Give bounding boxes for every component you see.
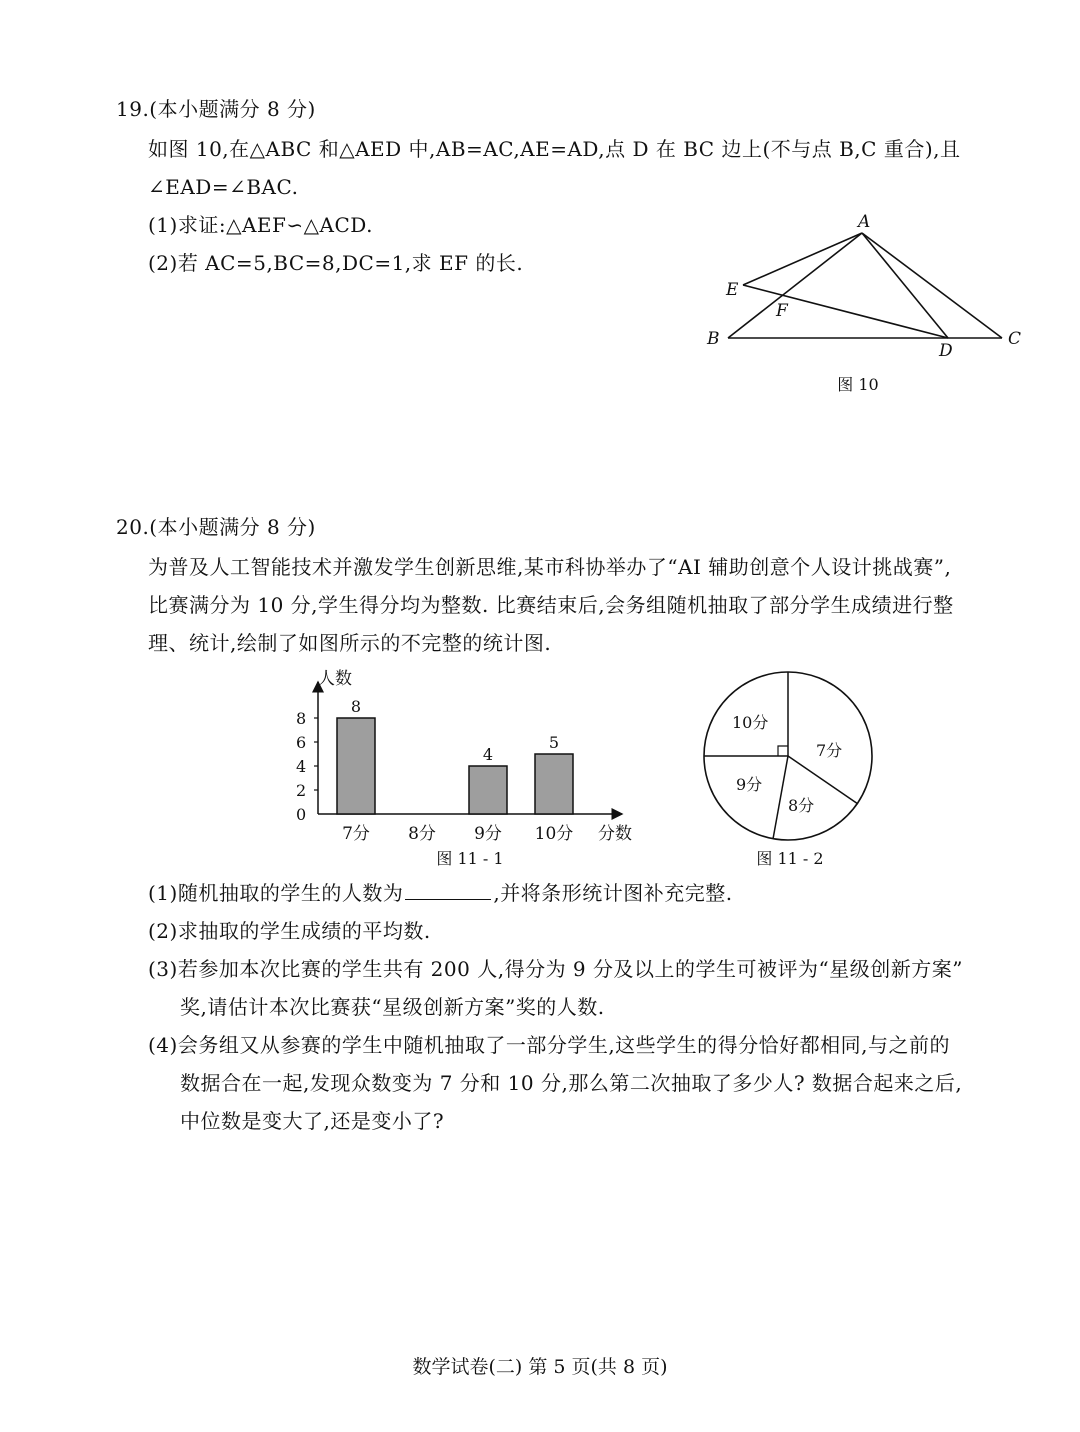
label-b: B xyxy=(707,329,720,349)
q19-part2: (2)若 AC=5,BC=8,DC=1,求 EF 的长. xyxy=(148,251,524,275)
bar-data-label: 8 xyxy=(350,697,362,716)
figure-11-1-caption: 图 11 - 1 xyxy=(436,849,504,868)
bar-data-label: 5 xyxy=(548,733,560,752)
pie-label-10: 10分 xyxy=(732,713,769,732)
x-category-label: 10分 xyxy=(534,824,574,842)
segment-ad xyxy=(862,233,948,338)
q20-part1-suffix: ,并将条形统计图补充完整. xyxy=(493,881,733,905)
pie-label-9: 9分 xyxy=(736,775,763,794)
bar-10分 xyxy=(535,754,573,814)
label-c: C xyxy=(1008,329,1022,349)
pie-divider-9-8 xyxy=(773,756,788,839)
page-footer: 数学试卷(二) 第 5 页(共 8 页) xyxy=(412,1356,668,1378)
bar-9分 xyxy=(469,766,507,814)
bar-chart-score-counts xyxy=(280,662,650,842)
q20-heading: 20.(本小题满分 8 分) xyxy=(116,515,316,539)
q20-part3-line2: 奖,请估计本次比赛获“星级创新方案”奖的人数. xyxy=(180,995,605,1019)
y-tick-label: 0 xyxy=(296,805,307,824)
q20-text-line3: 理、统计,绘制了如图所示的不完整的统计图. xyxy=(148,631,552,655)
q20-text-line2: 比赛满分为 10 分,学生得分均为整数. 比赛结束后,会务组随机抽取了部分学生成绩进行整 xyxy=(148,593,954,617)
x-category-label: 7分 xyxy=(342,824,370,842)
q19-heading: 19.(本小题满分 8 分) xyxy=(116,97,316,121)
segment-ac xyxy=(862,233,1002,338)
q20-part4-line3: 中位数是变大了,还是变小了? xyxy=(180,1109,445,1133)
x-axis-label: 分数 xyxy=(598,824,632,842)
pie-chart-score-distribution xyxy=(700,670,880,845)
q20-part4-line1: (4)会务组又从参赛的学生中随机抽取了一部分学生,这些学生的得分恰好都相同,与之前的 xyxy=(148,1033,951,1057)
x-category-label: 8分 xyxy=(408,824,436,842)
x-category-label: 9分 xyxy=(474,824,502,842)
q19-part1: (1)求证:△AEF∽△ACD. xyxy=(148,213,373,237)
pie-label-7: 7分 xyxy=(816,741,843,760)
q20-part3-line1: (3)若参加本次比赛的学生共有 200 人,得分为 9 分及以上的学生可被评为“星级创新方案” xyxy=(148,957,963,981)
pie-label-8: 8分 xyxy=(788,796,815,815)
y-tick-label: 6 xyxy=(296,733,307,752)
q20-part1 xyxy=(148,880,733,906)
q20-text-line1: 为普及人工智能技术并激发学生创新思维,某市科协举办了“AI 辅助创意个人设计挑战赛”, xyxy=(148,555,952,579)
y-tick-label: 2 xyxy=(296,781,307,800)
answer-blank xyxy=(405,881,491,900)
figure-10-caption: 图 10 xyxy=(837,375,879,394)
bar-7分 xyxy=(337,718,375,814)
y-tick-label: 4 xyxy=(296,757,307,776)
segment-ed xyxy=(743,285,948,338)
label-a: A xyxy=(858,212,871,232)
q20-part2: (2)求抽取的学生成绩的平均数. xyxy=(148,919,431,943)
bar-data-label: 4 xyxy=(482,745,494,764)
y-tick-label: 8 xyxy=(296,709,307,728)
label-f: F xyxy=(776,301,788,321)
right-angle-mark xyxy=(778,746,788,756)
figure-10-triangle-diagram xyxy=(690,205,1050,365)
label-d: D xyxy=(939,341,953,361)
q20-part4-line2: 数据合在一起,发现众数变为 7 分和 10 分,那么第二次抽取了多少人? 数据合起来之后, xyxy=(180,1071,963,1095)
figure-11-2-caption: 图 11 - 2 xyxy=(756,849,824,868)
y-axis-label: 人数 xyxy=(318,669,352,689)
q19-text-line1: 如图 10,在△ABC 和△AED 中,AB=AC,AE=AD,点 D 在 BC 边上(不与点 B,C 重合),且 xyxy=(148,137,961,161)
segment-ae xyxy=(743,233,862,285)
q20-part1-prefix: (1)随机抽取的学生的人数为 xyxy=(148,881,404,905)
q19-text-line2: ∠EAD=∠BAC. xyxy=(148,175,299,199)
label-e: E xyxy=(726,280,739,300)
